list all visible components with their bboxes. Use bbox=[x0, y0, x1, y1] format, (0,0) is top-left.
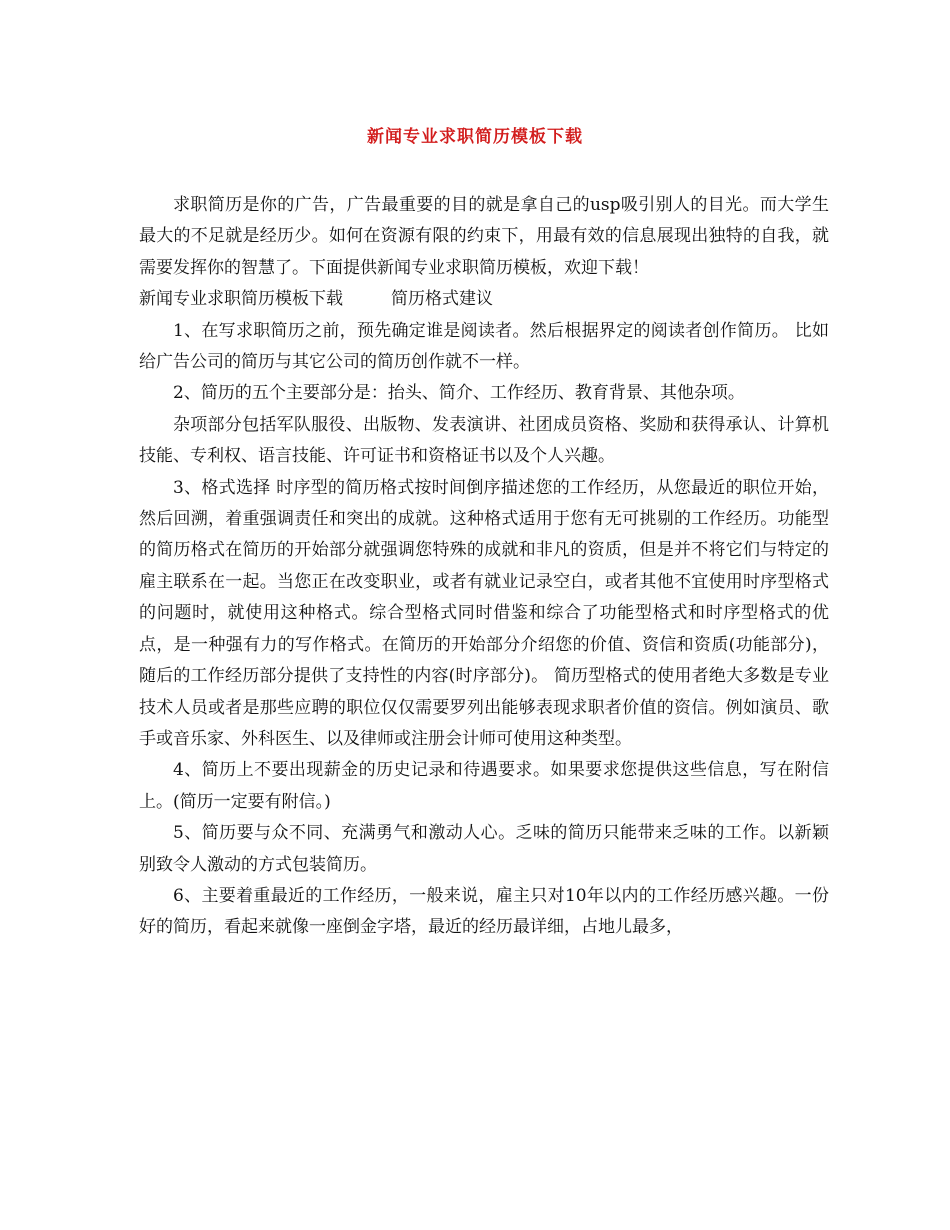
paragraph-2b: 杂项部分包括军队服役、出版物、发表演讲、社团成员资格、奖励和获得承认、计算机技能、专利权、语言技能、许可证书和资格证书以及个人兴趣。 bbox=[139, 414, 829, 467]
paragraph-1: 1、在写求职简历之前，预先确定谁是阅读者。然后根据界定的阅读者创作简历。 比如给广告公司的简历与其它公司的简历创作就不一样。 bbox=[139, 320, 829, 373]
paragraph-4: 4、简历上不要出现薪金的历史记录和待遇要求。如果要求您提供这些信息，写在附信上。(简历一定要有附信。) bbox=[139, 760, 829, 812]
paragraph-5: 5、简历要与众不同、充满勇气和激动人心。乏味的简历只能带来乏味的工作。以新颖别致令人激动的方式包装简历。 bbox=[139, 823, 829, 875]
section-heading-left: 新闻专业求职简历模板下载 bbox=[139, 289, 343, 310]
section-heading-right: 简历格式建议 bbox=[391, 289, 493, 310]
intro-paragraph: 求职简历是你的广告，广告最重要的目的就是拿自己的usp吸引别人的目光。而大学生最大的不足就是经历少。如何在资源有限的约束下，用最有效的信息展现出独特的自我，就需要发挥你的智慧了。下面提供新闻专业求职简历模板，欢迎下载！ bbox=[139, 195, 829, 278]
paragraph-6: 6、主要着重最近的工作经历，一般来说，雇主只对10年以内的工作经历感兴趣。一份好的简历，看起来就像一座倒金字塔，最近的经历最详细，占地儿最多， bbox=[139, 885, 829, 938]
page-title: 新闻专业求职简历模板下载 bbox=[367, 127, 583, 147]
document-body bbox=[139, 190, 829, 944]
section-heading-line bbox=[139, 284, 829, 315]
paragraph-2: 2、简历的五个主要部分是：抬头、简介、工作经历、教育背景、其他杂项。 bbox=[173, 383, 745, 404]
paragraph-3: 3、格式选择 时序型的简历格式按时间倒序描述您的工作经历，从您最近的职位开始，然后回溯，着重强调责任和突出的成就。这种格式适用于您有无可挑剔的工作经历。功能型的简历格式在简历的开始部分就强调您特殊的成就和非凡的资质，但是并不将它们与特定的雇主联系在一起。当您正在改变职业，或者有就业记录空白，或者其他不宜使用时序型格式的问题时，就使用这种格式。综合型格式同时借鉴和综合了功能型格式和时序型格式的优点，是一种强有力的写作格式。在简历的开始部分介绍您的价值、资信和资质(功能部分)，随后的工作经历部分提供了支持性的内容(时序部分)。 简历型格式的使用者绝大多数是专业技术人员或者是那些应聘的职位仅仅需要罗列出能够表现求职者价值的资信。例如演员、歌手或音乐家、外科医生、以及律师或注册会计师可使用这种类型。 bbox=[139, 477, 829, 749]
